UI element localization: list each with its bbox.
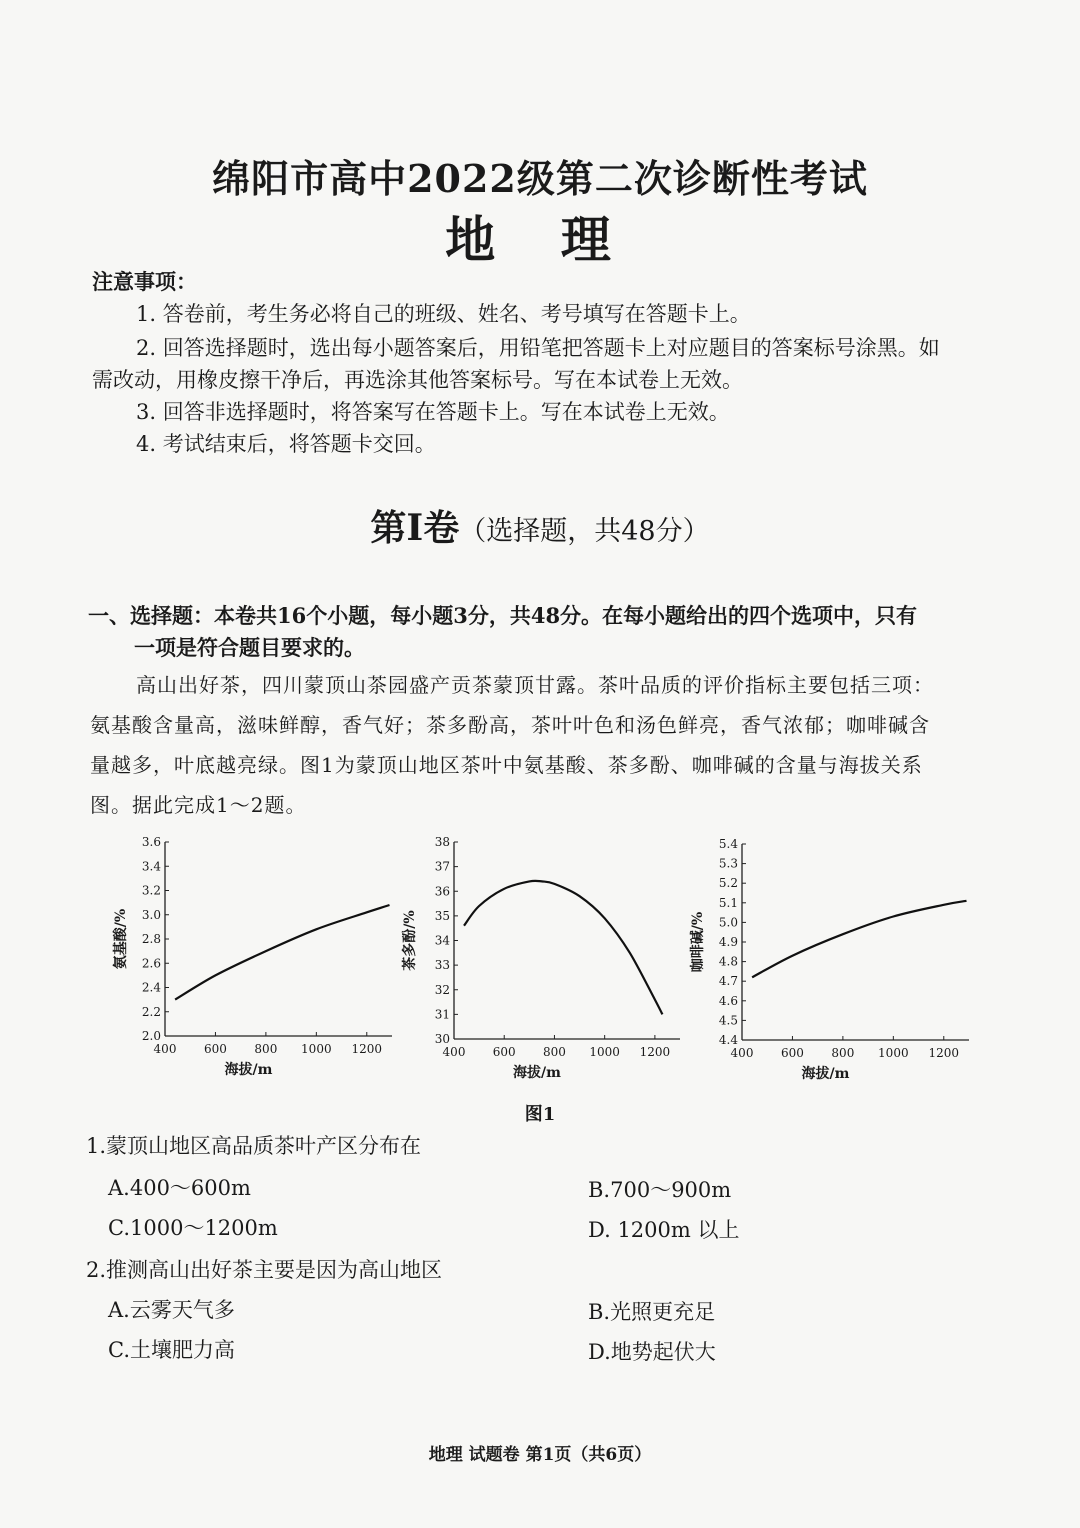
question-2-option-b[interactable]: B.光照更充足 [588, 1300, 716, 1324]
y-tick-label: 32 [434, 982, 450, 997]
question-1-option-b[interactable]: B.700～900m [588, 1178, 732, 1202]
x-tick-label: 1000 [878, 1046, 909, 1060]
y-tick-label: 2.0 [141, 1029, 161, 1043]
note-item-2-cont: 需改动，用橡皮擦干净后，再选涂其他答案标号。写在本试卷上无效。 [92, 368, 743, 392]
y-tick-label: 2.2 [141, 1004, 161, 1019]
x-tick-label: 1200 [928, 1046, 960, 1060]
y-tick-label: 5.3 [718, 856, 738, 871]
y-tick-label: 3.6 [141, 835, 161, 849]
y-tick-label: 35 [434, 908, 450, 923]
y-tick-label: 2.6 [141, 956, 161, 971]
y-tick-label: 5.1 [718, 895, 738, 910]
question-1-option-c[interactable]: C.1000～1200m [108, 1216, 278, 1240]
exam-title: 绵阳市高中2022级第二次诊断性考试 [212, 156, 868, 201]
y-tick-label: 5.2 [718, 876, 738, 891]
x-tick-label: 1200 [351, 1042, 383, 1056]
section-title-main: 第I卷 [370, 507, 460, 549]
x-tick-label: 800 [831, 1046, 855, 1060]
y-tick-label: 34 [434, 933, 450, 948]
question-2-stem: 2.推测高山出好茶主要是因为高山地区 [86, 1258, 443, 1282]
x-tick-label: 800 [254, 1042, 278, 1056]
question-2-option-a[interactable]: A.云雾天气多 [108, 1298, 235, 1322]
y-tick-label: 5.0 [718, 915, 738, 930]
x-tick-label: 400 [153, 1042, 177, 1056]
y-tick-label: 33 [434, 958, 450, 973]
series-line [752, 901, 966, 978]
figure-1-charts [0, 820, 1080, 1090]
series-line [464, 881, 662, 1015]
question-1-option-a[interactable]: A.400～600m [108, 1176, 251, 1200]
section-title [0, 500, 1080, 551]
note-item-4: 4. 考试结束后，将答题卡交回。 [136, 432, 436, 456]
series-line [175, 905, 389, 1000]
y-axis-label: 咖啡碱/% [690, 911, 706, 973]
y-tick-label: 4.9 [718, 935, 738, 949]
chart-caffeine [689, 837, 969, 1082]
subject-title: 地 理 [445, 210, 635, 269]
question-2-option-d[interactable]: D.地势起伏大 [588, 1340, 716, 1364]
y-tick-label: 4.5 [718, 1013, 738, 1028]
x-tick-label: 400 [730, 1046, 754, 1060]
x-tick-label: 600 [780, 1046, 804, 1060]
x-tick-label: 400 [442, 1045, 466, 1059]
y-tick-label: 3.4 [141, 859, 161, 874]
section-title-sub: （选择题，共48分） [459, 516, 710, 547]
y-tick-label: 4.6 [718, 993, 738, 1008]
notes-heading: 注意事项： [92, 269, 197, 294]
page-footer: 地理 试题卷 第1页（共6页） [428, 1445, 652, 1465]
x-tick-label: 600 [492, 1045, 516, 1059]
y-tick-label: 4.4 [718, 1033, 738, 1047]
y-tick-label: 4.8 [718, 954, 738, 969]
y-tick-label: 36 [434, 884, 450, 899]
y-tick-label: 37 [434, 859, 450, 874]
x-axis-label: 海拔/m [513, 1065, 561, 1081]
question-2-option-c[interactable]: C.土壤肥力高 [108, 1338, 235, 1362]
question-1-option-d[interactable]: D. 1200m 以上 [588, 1218, 740, 1242]
x-tick-label: 1000 [589, 1045, 620, 1059]
y-tick-label: 38 [434, 835, 450, 849]
y-axis-label: 氨基酸/% [113, 908, 129, 970]
note-item-2: 2. 回答选择题时，选出每小题答案后，用铅笔把答题卡上对应题目的答案标号涂黑。如 [136, 336, 940, 360]
y-tick-label: 3.0 [141, 907, 161, 922]
y-tick-label: 3.2 [141, 883, 161, 898]
y-tick-label: 30 [434, 1032, 450, 1046]
instructions-line-1: 一、选择题：本卷共16个小题，每小题3分，共48分。在每小题给出的四个选项中，只有 [88, 603, 918, 628]
note-item-3: 3. 回答非选择题时，将答案写在答题卡上。写在本试卷上无效。 [136, 400, 730, 424]
x-tick-label: 800 [542, 1045, 566, 1059]
y-axis-label: 茶多酚/% [402, 910, 418, 971]
passage-line-3: 量越多，叶底越亮绿。图1为蒙顶山地区茶叶中氨基酸、茶多酚、咖啡碱的含量与海拔关系 [90, 753, 923, 777]
x-axis-label: 海拔/m [801, 1066, 850, 1082]
y-tick-label: 2.8 [141, 932, 161, 946]
question-1-stem: 1.蒙顶山地区高品质茶叶产区分布在 [86, 1134, 422, 1158]
passage-line-1: 高山出好茶，四川蒙顶山茶园盛产贡茶蒙顶甘露。茶叶品质的评价指标主要包括三项： [136, 673, 934, 697]
x-tick-label: 1000 [301, 1042, 332, 1056]
instructions-line-2: 一项是符合题目要求的。 [134, 635, 365, 660]
y-tick-label: 4.7 [718, 974, 738, 989]
y-tick-label: 31 [434, 1007, 450, 1022]
passage-line-4: 图。据此完成1～2题。 [90, 793, 307, 817]
chart-tea-polyphenol [401, 835, 680, 1081]
x-tick-label: 1200 [639, 1045, 671, 1059]
y-tick-label: 2.4 [141, 980, 161, 995]
x-tick-label: 600 [203, 1042, 227, 1056]
note-item-1: 1. 答卷前，考生务必将自己的班级、姓名、考号填写在答题卡上。 [136, 302, 751, 326]
passage-line-2: 氨基酸含量高，滋味鲜醇，香气好；茶多酚高，茶叶叶色和汤色鲜亮，香气浓郁；咖啡碱含 [90, 713, 930, 737]
chart-amino-acid [112, 835, 392, 1078]
x-axis-label: 海拔/m [224, 1062, 273, 1078]
y-tick-label: 5.4 [718, 837, 738, 851]
figure-caption: 图1 [524, 1104, 556, 1125]
